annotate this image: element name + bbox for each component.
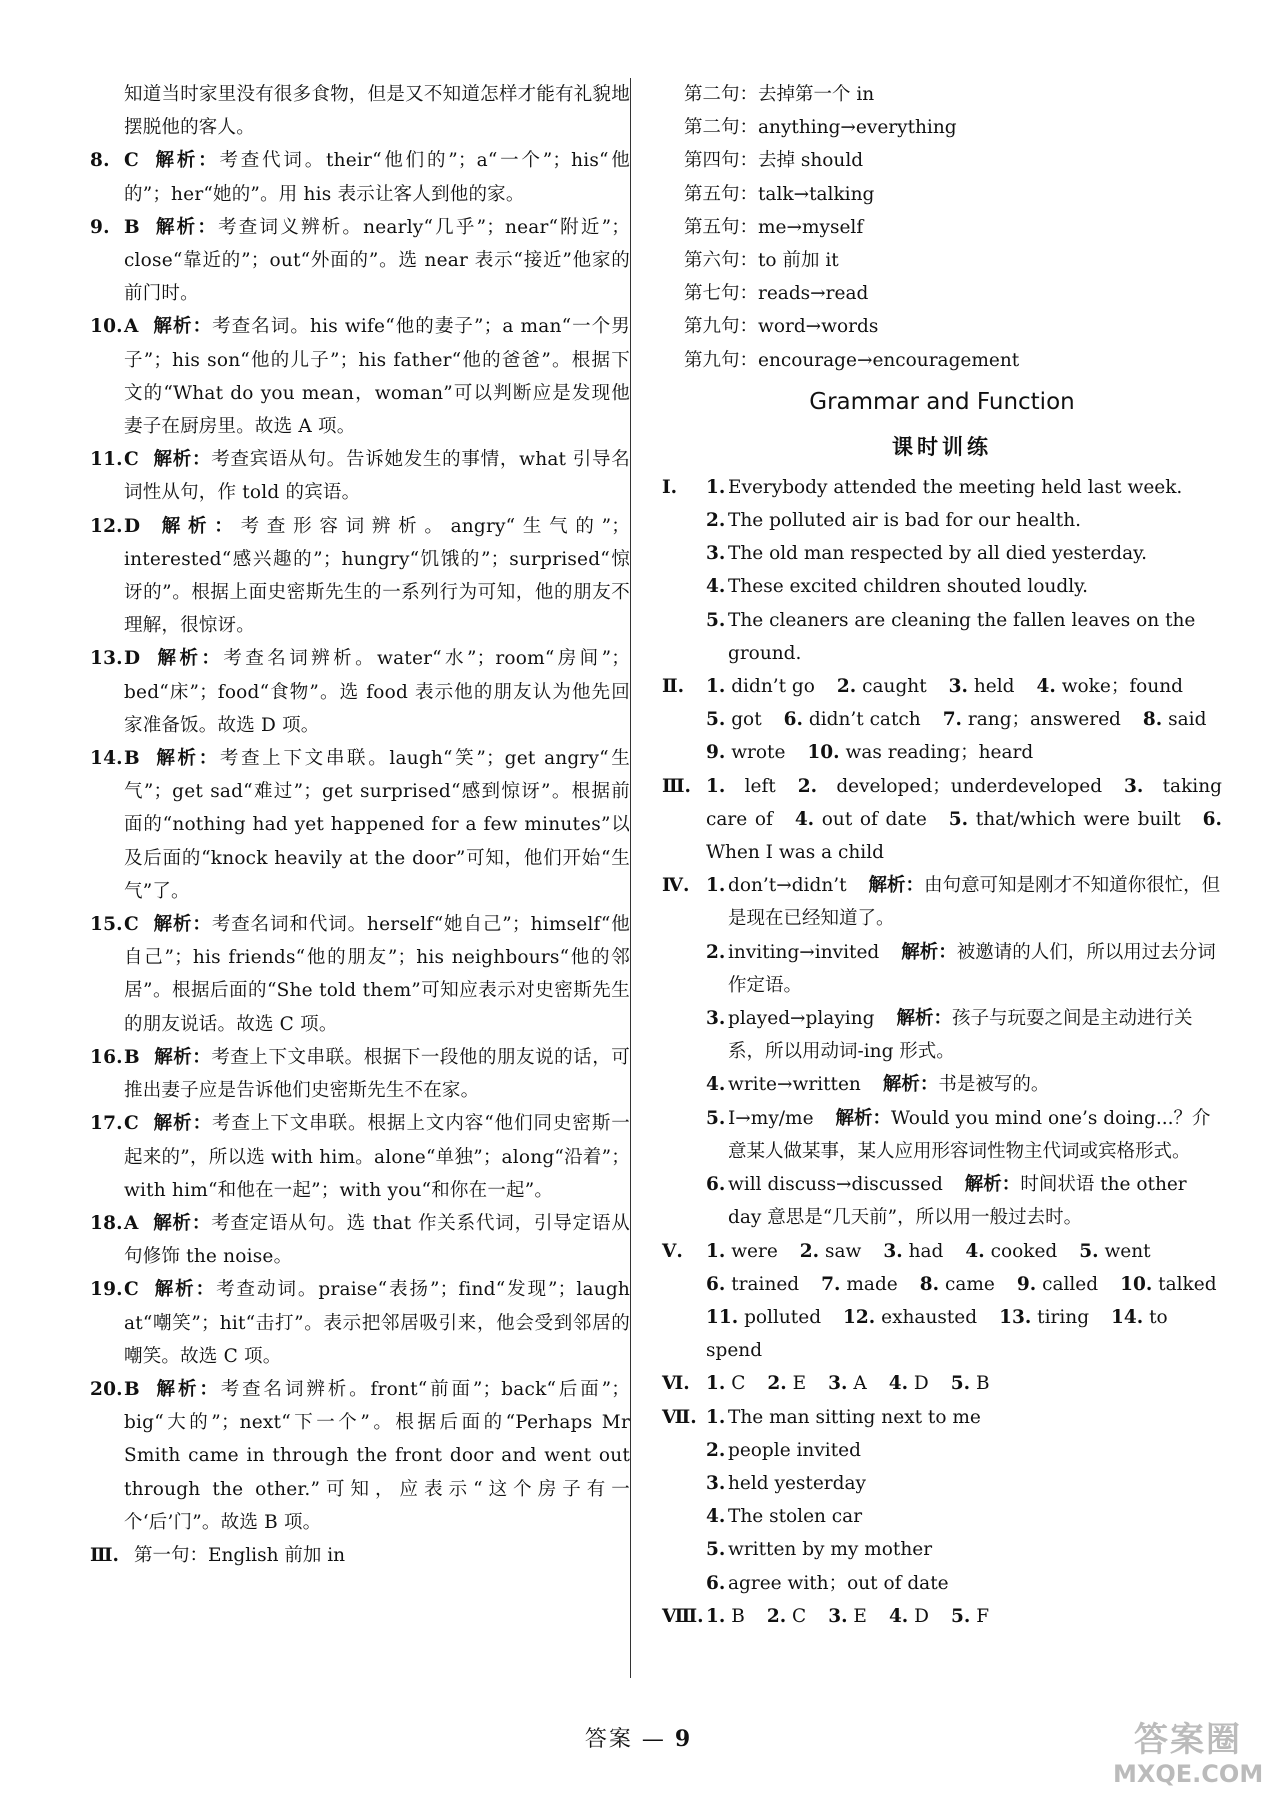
- item-text: saw: [825, 1240, 862, 1262]
- item-text: D: [913, 1373, 929, 1395]
- item-number: 8.: [1142, 709, 1163, 731]
- item-number: 10.: [1120, 1273, 1153, 1295]
- translation-item: [706, 1467, 1222, 1500]
- item-number: 2.: [767, 1373, 787, 1395]
- answer-line: [706, 1367, 1222, 1400]
- intro-paragraph: 知道当时家里没有很多食物，但是又不知道怎样才能有礼貌地摆脱他的客人。: [124, 84, 630, 139]
- item-text: F: [976, 1605, 990, 1627]
- item-number: 1.: [706, 476, 726, 498]
- section-sec7: [662, 1401, 1222, 1600]
- correction-item: [706, 936, 1222, 1002]
- correction-text: played→playing: [728, 1008, 875, 1030]
- item-number: 6.: [706, 1273, 726, 1295]
- item-number: 5.: [951, 1605, 971, 1627]
- correction-line: 第二句：anything→everything: [684, 117, 957, 139]
- item-text: Everybody attended the meeting held last week.: [728, 476, 1183, 498]
- answer-item: [90, 1107, 630, 1207]
- item-text: E: [792, 1373, 807, 1395]
- item-text: When I was a child: [706, 842, 884, 864]
- item-text: had: [908, 1240, 944, 1262]
- item-text: B: [731, 1605, 745, 1627]
- analysis-text: 考查上下文串联。laugh“笑”；get angry“生气”；get sad“难过”；get surprised“感到惊讶”。根据前面的“nothing had yet happened for a few minutes”以及后面的“knock heavily at the door”可知，他们开始“生气”了。: [124, 748, 630, 902]
- item-text: that/which were built: [975, 808, 1181, 830]
- section-3-first: [90, 1539, 630, 1572]
- item-number: 3.: [706, 543, 726, 565]
- answer-choice: D: [124, 648, 141, 670]
- item-number: 12.: [843, 1306, 876, 1328]
- answer-item: [90, 1273, 630, 1373]
- section-sec4: [662, 869, 1222, 1234]
- answer-number: 16.: [90, 1046, 123, 1068]
- correction-line: 第五句：talk→talking: [684, 183, 875, 205]
- page-footer: [0, 1722, 1277, 1753]
- item-text: developed；underdeveloped: [836, 775, 1103, 797]
- answer-number: 12.: [90, 515, 123, 537]
- item-text: woke；found: [1061, 676, 1183, 698]
- analysis-text: 考查动词。praise“表扬”；find“发现”；laugh at“嘲笑”；hit“击打”。表示把邻居吸引来，他会受到邻居的嘲笑。故选 C 项。: [124, 1279, 631, 1367]
- analysis-label: 解析：: [152, 150, 220, 172]
- answer-item: [90, 443, 630, 509]
- analysis-label: 解析：: [154, 648, 224, 670]
- item-number: 2.: [766, 1605, 787, 1627]
- correction-item: [706, 1168, 1222, 1234]
- answer-choice: C: [124, 449, 139, 471]
- corrections-list: [662, 78, 1222, 377]
- answer-line: [706, 736, 1222, 769]
- item-number: 6.: [706, 1174, 726, 1196]
- sentence-item: [706, 471, 1222, 504]
- analysis-text: 考查名词。his wife“他的妻子”；a man“一个男子”；his son“他的儿子”；his father“他的爸爸”。根据下文的“What do you mean，woman”可以判断应是发现他妻子在厨房里。故选 A 项。: [124, 316, 630, 438]
- item-number: 5.: [1079, 1240, 1099, 1262]
- analysis-text: 由句意可知是刚才不知道你很忙，但是现在已经知道了。: [728, 875, 1221, 930]
- item-text: went: [1104, 1240, 1151, 1262]
- item-text: taking care of: [706, 775, 1222, 830]
- section-roman: Ⅵ.: [662, 1373, 690, 1395]
- answer-choice: A: [124, 1212, 139, 1234]
- item-number: 2.: [799, 1240, 820, 1262]
- item-number: 4.: [965, 1240, 985, 1262]
- analysis-label: 解析：: [152, 1212, 212, 1234]
- page-number: 9: [674, 1726, 693, 1752]
- item-text: came: [944, 1273, 995, 1295]
- item-text: C: [731, 1373, 746, 1395]
- item-text: The polluted air is bad for our health.: [728, 510, 1081, 532]
- watermark-url: MXQE.COM: [1113, 1760, 1264, 1788]
- item-number: 11.: [706, 1306, 739, 1328]
- sentence-item: [706, 570, 1222, 603]
- answer-item: [90, 742, 630, 908]
- item-text: The cleaners are cleaning the fallen leaves on the ground.: [728, 609, 1196, 664]
- correction-item: [706, 1068, 1222, 1101]
- item-text: trained: [731, 1273, 800, 1295]
- item-text: talked: [1158, 1273, 1217, 1295]
- analysis-text: 孩子与玩耍之间是主动进行关系，所以用动词-ing 形式。: [728, 1008, 1193, 1063]
- answer-number: 19.: [90, 1279, 123, 1301]
- item-text: agree with；out of date: [728, 1572, 949, 1594]
- column-divider: [630, 78, 631, 1678]
- answer-item: [90, 310, 630, 443]
- section-sec2: [662, 670, 1222, 770]
- answer-item: [90, 1041, 630, 1107]
- correction-line: 第五句：me→myself: [684, 216, 864, 238]
- analysis-label: 解析：: [153, 748, 220, 770]
- answer-list: [90, 144, 630, 1539]
- analysis-label: 解析：: [152, 316, 213, 338]
- item-text: cooked: [990, 1240, 1058, 1262]
- section-subheading: 课时训练: [892, 434, 992, 459]
- footer-label: 答案 —: [584, 1727, 666, 1752]
- answer-line: [706, 1268, 1222, 1301]
- item-number: 4.: [888, 1373, 909, 1395]
- item-text: E: [853, 1605, 867, 1627]
- answer-number: 14.: [90, 748, 123, 770]
- answer-choice: C: [124, 1279, 139, 1301]
- answer-number: 10.: [90, 316, 123, 338]
- item-number: 3.: [828, 1605, 848, 1627]
- analysis-text: 考查名词辨析。front“前面”；back“后面”；big“大的”；next“下一个”。根据后面的“Perhaps Mr Smith came in through the front door and went out through the other.”可知，应表示“这个房子有一个‘后’门”。故选 B 项。: [124, 1378, 630, 1533]
- answer-choice: C: [124, 914, 139, 936]
- watermark-text: 答案圈: [1134, 1720, 1242, 1760]
- answer-choice: C: [124, 1113, 139, 1135]
- answer-item: [90, 642, 630, 742]
- item-number: 5.: [950, 1373, 971, 1395]
- analysis-label: 解析：: [901, 941, 957, 963]
- item-text: The old man respected by all died yesterday.: [728, 543, 1147, 565]
- item-number: 2.: [706, 941, 726, 963]
- sentence-item: [706, 537, 1222, 570]
- watermark-logo: [1113, 1720, 1263, 1792]
- answer-choice: B: [124, 1378, 140, 1400]
- correction-text: will discuss→discussed: [728, 1174, 943, 1196]
- analysis-text: 考查代词。their“他们的”；a“一个”；his“他的”；her“她的”。用 his 表示让客人到他的家。: [124, 150, 630, 205]
- item-text: tiring: [1037, 1306, 1090, 1328]
- answer-choice: A: [124, 316, 139, 338]
- item-number: 2.: [797, 775, 818, 797]
- item-number: 5.: [706, 1107, 726, 1129]
- translation-item: [706, 1567, 1222, 1600]
- item-number: 4.: [706, 1074, 726, 1096]
- answer-item: [90, 144, 630, 210]
- item-text: A: [853, 1373, 867, 1395]
- analysis-label: 解析：: [153, 216, 219, 238]
- answer-number: 15.: [90, 914, 123, 936]
- answer-number: 9.: [90, 216, 110, 238]
- section-roman: Ⅲ.: [90, 1544, 119, 1566]
- correction-line: 第二句：去掉第一个 in: [684, 84, 875, 105]
- section-roman: Ⅲ.: [662, 775, 691, 797]
- analysis-text: 时间状语 the other day 意思是“几天前”，所以用一般过去时。: [728, 1174, 1187, 1229]
- correction-line: 第九句：word→words: [684, 316, 879, 338]
- section-sec6: [662, 1367, 1222, 1400]
- answer-choice: B: [124, 216, 140, 238]
- correction-line: 第九句：encourage→encouragement: [684, 349, 1020, 371]
- item-number: 3.: [1124, 775, 1144, 797]
- item-number: 6.: [783, 709, 803, 731]
- analysis-label: 解析：: [152, 914, 212, 936]
- item-text: The stolen car: [728, 1506, 863, 1528]
- answer-line: [706, 1600, 1222, 1633]
- item-text: held yesterday: [728, 1472, 866, 1494]
- section-heading: Grammar and Function: [809, 388, 1075, 415]
- analysis-label: 解析：: [154, 515, 241, 537]
- answer-item: [90, 1373, 630, 1539]
- answer-flow: [706, 770, 1222, 870]
- item-text: to spend: [706, 1306, 1168, 1362]
- answer-choice: B: [124, 748, 140, 770]
- correction-line: 第七句：reads→read: [684, 283, 869, 305]
- correction-line: 第六句：to 前加 it: [684, 250, 839, 272]
- correction-item: [706, 1002, 1222, 1068]
- item-text: out of date: [821, 808, 927, 830]
- item-number: 1.: [706, 1605, 726, 1627]
- item-number: 3.: [706, 1472, 726, 1494]
- section-roman: Ⅴ.: [662, 1240, 683, 1262]
- correction-item: [706, 869, 1222, 935]
- analysis-text: 被邀请的人们，所以用过去分词作定语。: [728, 941, 1216, 996]
- sentence-item: [706, 504, 1222, 537]
- answer-number: 17.: [90, 1113, 123, 1135]
- item-number: 1.: [706, 1406, 726, 1428]
- item-number: 7.: [821, 1273, 841, 1295]
- item-number: 4.: [1036, 676, 1056, 698]
- item-text: made: [846, 1273, 898, 1295]
- item-text: didn’t catch: [808, 709, 921, 731]
- section-roman: Ⅰ.: [662, 476, 678, 498]
- analysis-label: 解析：: [153, 1378, 221, 1400]
- item-number: 4.: [706, 1506, 726, 1528]
- correction-text: write→written: [728, 1074, 861, 1096]
- item-text: These excited children shouted loudly.: [728, 576, 1089, 598]
- item-number: 2.: [706, 510, 726, 532]
- analysis-text: 考查名词辨析。water“水”；room“房间”；bed“床”；food“食物”。选 food 表示他的朋友认为他先回家准备饭。故选 D 项。: [124, 648, 630, 736]
- analysis-text: 考查上下文串联。根据下一段他的朋友说的话，可推出妻子应是告诉他们史密斯先生不在家。: [124, 1046, 630, 1102]
- answer-number: 20.: [90, 1378, 123, 1400]
- item-text: written by my mother: [728, 1539, 933, 1561]
- section-sec8: [662, 1600, 1222, 1633]
- analysis-text: 考查上下文串联。根据上文内容“他们同史密斯一起来的”，所以选 with him。alone“单独”；along“沿着”；with him“和他在一起”；with you“和你在一起”。: [124, 1113, 630, 1201]
- item-number: 2.: [836, 676, 857, 698]
- item-text: left: [744, 775, 776, 797]
- analysis-label: 解析：: [152, 449, 212, 471]
- analysis-label: 解析：: [964, 1174, 1021, 1196]
- item-text: said: [1168, 709, 1207, 731]
- answer-choice: D: [124, 515, 141, 537]
- item-number: 3.: [828, 1373, 848, 1395]
- answer-number: 8.: [90, 150, 110, 172]
- item-number: 3.: [706, 1008, 726, 1030]
- item-number: 3.: [948, 676, 968, 698]
- correction-text: inviting→invited: [728, 941, 880, 963]
- item-number: 1.: [706, 875, 726, 897]
- section-roman: Ⅷ.: [662, 1605, 704, 1627]
- analysis-label: 解析：: [868, 875, 925, 897]
- analysis-label: 解析：: [882, 1074, 939, 1096]
- item-number: 9.: [1016, 1273, 1037, 1295]
- analysis-text: 考查名词和代词。herself“她自己”；himself“他自己”；his friends“他的朋友”；his neighbours“他的邻居”。根据后面的“She told them”可知应表示对史密斯先生的朋友说话。故选 C 项。: [124, 914, 630, 1035]
- section-text: 第一句：English 前加 in: [134, 1544, 346, 1566]
- answer-item: [90, 211, 630, 311]
- correction-line: 第四句：去掉 should: [684, 150, 864, 172]
- item-number: 5.: [948, 808, 969, 830]
- left-column: [90, 78, 630, 1572]
- analysis-label: 解析：: [896, 1008, 952, 1030]
- item-number: 2.: [706, 1439, 726, 1461]
- item-number: 6.: [1202, 808, 1222, 830]
- answer-choice: C: [124, 150, 139, 172]
- item-number: 1.: [706, 1373, 726, 1395]
- answer-item: [90, 908, 630, 1041]
- analysis-text: 考查形容词辨析。angry“生气的”；interested“感兴趣的”；hungry“饥饿的”；surprised“惊讶的”。根据上面史密斯先生的一系列行为可知，他的朋友不理解，很惊讶。: [124, 515, 630, 637]
- item-number: 14.: [1111, 1306, 1144, 1328]
- analysis-text: Would you mind one’s doing...？介意某人做某事，某人应用形容词性物主代词或宾格形式。: [728, 1107, 1211, 1162]
- item-number: 6.: [706, 1572, 726, 1594]
- analysis-label: 解析：: [152, 1113, 213, 1135]
- sentence-item: [706, 604, 1222, 670]
- item-text: were: [731, 1240, 778, 1262]
- correction-item: [706, 1102, 1222, 1168]
- item-number: 4.: [888, 1605, 909, 1627]
- answer-number: 13.: [90, 648, 123, 670]
- item-text: called: [1042, 1273, 1099, 1295]
- item-text: B: [975, 1373, 990, 1395]
- item-text: caught: [862, 676, 927, 698]
- item-text: D: [914, 1605, 929, 1627]
- analysis-text: 考查词义辨析。nearly“几乎”；near“附近”；close“靠近的”；out“外面的”。选 near 表示“接近”他家的前门时。: [124, 216, 630, 305]
- item-number: 5.: [706, 1539, 726, 1561]
- section-roman: Ⅶ.: [662, 1406, 697, 1428]
- item-number: 1.: [706, 676, 726, 698]
- item-text: polluted: [744, 1306, 822, 1328]
- item-number: 8.: [919, 1273, 940, 1295]
- correction-text: I→my/me: [728, 1107, 814, 1129]
- correction-text: don’t→didn’t: [728, 875, 847, 897]
- item-number: 4.: [706, 576, 726, 598]
- translation-item: [706, 1500, 1222, 1533]
- item-number: 5.: [706, 609, 726, 631]
- item-number: 4.: [794, 808, 815, 830]
- item-text: rang；answered: [967, 709, 1121, 731]
- section-sec3: [662, 770, 1222, 870]
- item-text: wrote: [731, 742, 786, 764]
- item-text: people invited: [728, 1439, 861, 1461]
- answer-line: [706, 1235, 1222, 1268]
- item-text: C: [792, 1605, 807, 1627]
- exercise-sections: [662, 471, 1222, 1633]
- analysis-text: 考查宾语从句。告诉她发生的事情，what 引导名词性从句，作 told 的宾语。: [124, 449, 630, 504]
- section-roman: Ⅱ.: [662, 676, 685, 698]
- answer-item: [90, 510, 630, 643]
- right-column: [662, 78, 1222, 1633]
- answer-line: [706, 1301, 1222, 1367]
- item-text: The man sitting next to me: [728, 1406, 981, 1428]
- item-number: 1.: [706, 775, 726, 797]
- item-number: 1.: [706, 1240, 726, 1262]
- item-text: exhausted: [881, 1306, 978, 1328]
- translation-item: [706, 1434, 1222, 1467]
- item-text: was reading；heard: [845, 742, 1034, 764]
- item-number: 7.: [942, 709, 963, 731]
- item-number: 5.: [706, 709, 726, 731]
- item-text: didn’t go: [731, 676, 815, 698]
- translation-item: [706, 1533, 1222, 1566]
- answer-item: [90, 1207, 630, 1273]
- item-text: got: [731, 709, 762, 731]
- item-number: 3.: [883, 1240, 903, 1262]
- item-number: 13.: [999, 1306, 1032, 1328]
- item-number: 9.: [706, 742, 726, 764]
- translation-item: [706, 1401, 1222, 1434]
- section-sec5: [662, 1235, 1222, 1368]
- analysis-text: 考查定语从句。选 that 作关系代词，引导定语从句修饰 the noise。: [124, 1212, 631, 1268]
- analysis-label: 解析：: [153, 1046, 212, 1068]
- analysis-label: 解析：: [152, 1279, 217, 1301]
- analysis-text: 书是被写的。: [938, 1074, 1050, 1096]
- analysis-label: 解析：: [835, 1107, 892, 1129]
- section-roman: Ⅳ.: [662, 875, 690, 897]
- answer-line: [706, 670, 1222, 703]
- answer-number: 18.: [90, 1212, 123, 1234]
- item-number: 10.: [807, 742, 840, 764]
- section-sec1: [662, 471, 1222, 670]
- answer-choice: B: [124, 1046, 140, 1068]
- item-text: held: [973, 676, 1015, 698]
- answer-line: [706, 703, 1222, 736]
- answer-number: 11.: [90, 449, 123, 471]
